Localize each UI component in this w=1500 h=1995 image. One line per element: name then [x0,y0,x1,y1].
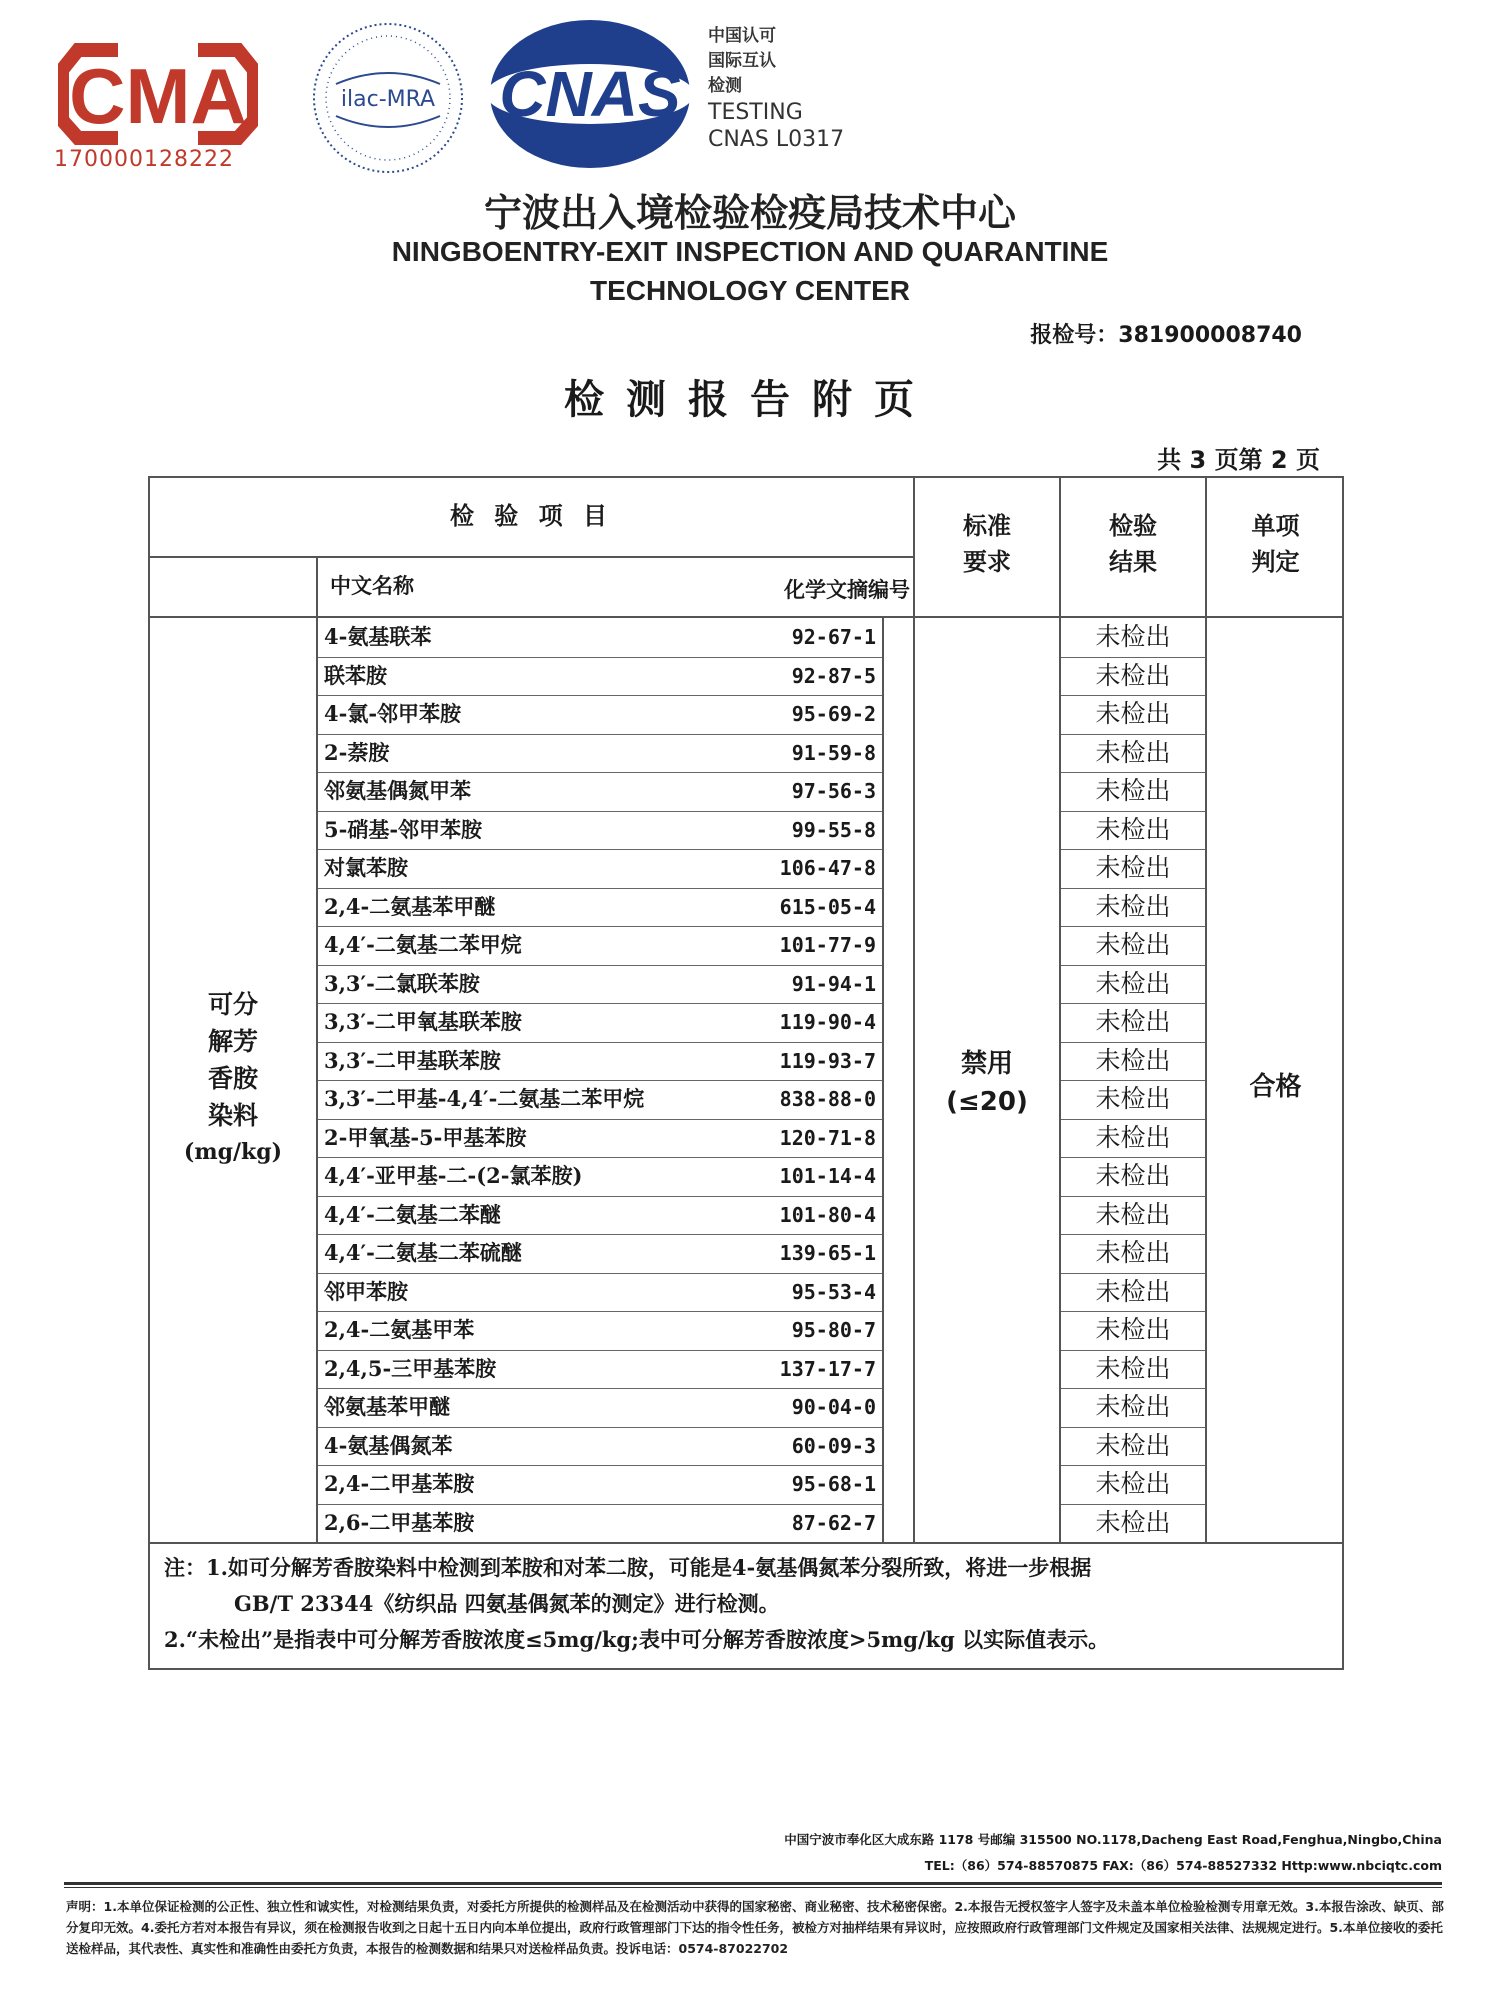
row-divider [318,888,882,889]
row-divider [1061,926,1205,927]
cnas-line-1: 中国认可 [708,26,776,46]
cas-number: 92-87-5 [791,663,876,688]
row-divider [1061,1388,1205,1389]
result-cell: 未检出 [1095,814,1171,844]
row-divider [318,734,882,735]
row-divider [1061,1504,1205,1505]
table-row [318,1427,882,1465]
cnas-line-2: 国际互认 [708,51,776,71]
category-l5: (mg/kg) [183,1139,283,1165]
table-row [318,1003,882,1041]
category-cell [150,986,316,1171]
row-divider [1061,965,1205,966]
header-cn-name: 中文名称 [330,574,414,598]
page-info: 共 3 页第 2 页 [1157,446,1320,474]
header-result-l2: 结果 [1109,548,1157,576]
table-row [318,1504,882,1542]
row-divider [1061,1042,1205,1043]
cas-number: 97-56-3 [791,779,876,803]
row-divider [1061,695,1205,696]
result-cell: 未检出 [1095,1430,1171,1460]
row-divider [318,1388,882,1389]
chemical-name: 2,4-二氨基苯甲醚 [324,893,496,919]
cas-number: 101-80-4 [779,1202,876,1227]
table-row [318,734,882,772]
cas-number: 92-67-1 [791,625,876,649]
result-cell: 未检出 [1095,1007,1171,1036]
header-verdict [1207,508,1344,580]
row-divider [318,1234,882,1235]
row-divider [318,1465,882,1466]
result-cell: 未检出 [1095,660,1171,690]
chemical-name: 邻氨基苯甲醚 [324,1394,450,1419]
row-divider [318,772,882,773]
cnas-line-4: TESTING [708,100,803,125]
result-cell: 未检出 [1095,776,1171,805]
row-divider [318,965,882,966]
table-row [318,1273,882,1311]
row-divider [1061,1311,1205,1312]
cas-number: 87-62-7 [791,1510,876,1535]
table-divider [150,556,913,558]
table-row [318,926,882,964]
chemical-name: 3,3′-二甲氧基联苯胺 [324,1009,522,1034]
cas-number: 91-59-8 [791,740,876,765]
org-name-en-line1: NINGBOENTRY-EXIT INSPECTION AND QUARANTINE [391,236,1109,267]
org-name-en-line2: TECHNOLOGY CENTER [590,275,910,306]
row-divider [1061,1119,1205,1120]
cas-number: 60-09-3 [791,1433,876,1458]
chemical-name: 对氯苯胺 [324,855,408,880]
cas-number: 91-94-1 [791,971,876,996]
table-row [318,695,882,733]
chemical-name: 5-硝基-邻甲苯胺 [324,816,483,842]
row-divider [1061,1234,1205,1235]
row-divider [318,1504,882,1505]
ilac-logo-text: ilac-MRA [340,87,436,112]
row-divider [1061,1350,1205,1351]
category-l1: 可分 [207,990,258,1019]
table-row [318,849,882,887]
cas-number: 137-17-7 [779,1356,876,1381]
header-verdict-l1: 单项 [1251,512,1300,540]
footer-declaration: 声明：1.本单位保证检测的公正性、独立性和诚实性，对检测结果负责，对委托方所提供的检测样品及在检测活动中获得的国家秘密、商业秘密、技术秘密保密。2.本报告无授权签字人签字及未盖本单位检验检测专用章无效。3.本报告涂改、缺页、部分复印无效。4.委托方若对本报告有异议，须在检测报告收到之日起十五日内向本单位提出，政府行政管理部门下达的指令性任务，被检方对抽样结果有异议时，应按照政府行政管理部门文件规定及国家相关法律、法规规定进行。5.本单位接收的委托送检样品，其代表性、真实性和准确性由委托方负责，本报告的检测数据和结果只对送检样品负责。投诉电话：0574-87022702 [66,1899,1444,1956]
row-divider [1061,1157,1205,1158]
chemical-name: 4,4′-亚甲基-二-(2-氯苯胺) [324,1163,583,1188]
row-divider [318,695,882,696]
table-row [318,1157,882,1195]
result-cell: 未检出 [1095,930,1171,959]
table-row [318,1196,882,1234]
chemical-name: 2-萘胺 [324,739,390,765]
chemical-name: 2,4-二甲基苯胺 [324,1471,475,1496]
page-title: 检测报告附页 [564,377,936,423]
table-divider [913,478,915,1544]
cma-logo-text: CMA [69,52,247,140]
report-number-label: 报检号： [1030,323,1119,348]
cnas-logo-text: CNAS [499,58,681,130]
header-result-l1: 检验 [1109,512,1157,540]
header-standard-l1: 标准 [963,512,1011,540]
row-divider [1061,772,1205,773]
result-cell: 未检出 [1095,1084,1171,1113]
row-divider [1061,849,1205,850]
header-result [1061,508,1205,580]
cnas-logo [484,14,696,174]
chemical-name: 3,3′-二甲基联苯胺 [324,1047,501,1073]
result-cell: 未检出 [1095,1276,1171,1306]
footer-divider [64,1882,1442,1885]
row-divider [318,1311,882,1312]
row-divider [318,926,882,927]
footer-contact: TEL:（86）574-88570875 FAX:（86）574-88527332 Http:www.nbciqtc.com [924,1858,1442,1873]
header-verdict-l2: 判定 [1251,548,1300,576]
header-cas: 化学文摘编号 [784,578,910,602]
cas-number: 101-14-4 [779,1164,876,1188]
result-cell: 未检出 [1095,1199,1171,1229]
row-divider [1061,811,1205,812]
chemical-name: 4-氨基联苯 [324,624,432,649]
table-row [318,1465,882,1503]
standard-cell [915,1045,1059,1121]
ilac-mra-logo [308,18,468,178]
result-cell: 未检出 [1095,737,1171,767]
row-divider [318,1350,882,1351]
cas-number: 106-47-8 [779,856,876,880]
chemical-name: 3,3′-二氯联苯胺 [324,970,480,996]
org-name-cn: 宁波出入境检验检疫局技术中心 [483,191,1016,235]
result-cell: 未检出 [1095,622,1171,651]
chemical-name: 4-氯-邻甲苯胺 [324,701,462,726]
chemical-name: 邻氨基偶氮甲苯 [324,778,471,803]
row-divider [1061,657,1205,658]
table-row [318,1311,882,1349]
cas-number: 119-90-4 [779,1010,876,1034]
row-divider [318,1080,882,1081]
cas-number: 139-65-1 [779,1241,876,1265]
row-divider [1061,1427,1205,1428]
table-row [318,1350,882,1388]
chemical-name: 2,6-二甲基苯胺 [324,1509,475,1535]
row-divider [1061,1465,1205,1466]
table-row [318,1234,882,1272]
chemical-name: 联苯胺 [324,662,387,688]
result-cell: 未检出 [1095,853,1171,882]
cas-number: 95-80-7 [791,1318,876,1342]
cas-number: 119-93-7 [779,1048,876,1073]
footer-address: 中国宁波市奉化区大成东路 1178 号邮编 315500 NO.1178,Dacheng East Road,Fenghua,Ningbo,China [784,1832,1442,1847]
chemical-name: 2-甲氧基-5-甲基苯胺 [324,1124,527,1150]
table-row [318,1388,882,1426]
cnas-line-5: CNAS L0317 [708,127,845,152]
cma-number: 170000128222 [54,147,234,172]
row-divider [1061,888,1205,889]
row-divider [318,849,882,850]
header-standard [915,508,1059,580]
chemical-name: 4,4′-二氨基二苯醚 [324,1201,501,1227]
chemical-name: 邻甲苯胺 [324,1278,408,1304]
table-row [318,618,882,656]
chemical-name: 4-氨基偶氮苯 [324,1432,453,1458]
table-row [318,1119,882,1157]
chemical-name: 4,4′-二氨基二苯硫醚 [324,1240,522,1265]
test-results-table [148,476,1344,1670]
header-item: 检 验 项 目 [449,502,614,530]
cas-number: 95-68-1 [791,1472,876,1496]
row-divider [318,1157,882,1158]
verdict-cell: 合格 [1249,1072,1302,1102]
table-row [318,965,882,1003]
cas-number: 95-69-2 [791,702,876,726]
result-cell: 未检出 [1095,1392,1171,1421]
table-row [318,888,882,926]
cas-number: 90-04-0 [791,1395,876,1419]
category-l2: 解芳 [207,1027,258,1056]
table-row [318,772,882,810]
row-divider [318,1427,882,1428]
row-divider [318,1273,882,1274]
result-cell: 未检出 [1095,1315,1171,1344]
cas-number: 838-88-0 [779,1087,876,1111]
result-cell: 未检出 [1095,968,1171,998]
category-l4: 染料 [207,1101,258,1130]
row-divider [318,1119,882,1120]
table-row [318,657,882,695]
table-divider [1205,478,1207,1544]
row-divider [1061,1080,1205,1081]
result-cell: 未检出 [1095,1469,1171,1498]
row-divider [1061,1273,1205,1274]
cas-number: 95-53-4 [791,1279,876,1304]
table-row [318,1080,882,1118]
category-l3: 香胺 [207,1064,258,1093]
cnas-accreditation-text [708,24,844,153]
cas-number: 120-71-8 [779,1125,876,1150]
table-row [318,811,882,849]
result-cell: 未检出 [1095,891,1171,921]
report-number [1030,318,1302,349]
result-cell: 未检出 [1095,699,1171,728]
cas-number: 99-55-8 [791,817,876,842]
result-cell: 未检出 [1095,1161,1171,1190]
row-divider [318,811,882,812]
chemical-name: 4,4′-二氨基二苯甲烷 [324,932,522,957]
standard-l2: (≤20) [946,1087,1028,1117]
standard-l1: 禁用 [960,1049,1013,1079]
result-cell: 未检出 [1095,1507,1171,1537]
row-divider [318,1042,882,1043]
row-divider [1061,1003,1205,1004]
row-divider [318,657,882,658]
table-row [318,1042,882,1080]
table-divider [882,618,884,1544]
result-cell: 未检出 [1095,1122,1171,1152]
row-divider [1061,734,1205,735]
note-line-1: 注：1.如可分解芳香胺染料中检测到苯胺和对苯二胺，可能是4-氨基偶氮苯分裂所致，将进一步根据 [164,1555,1092,1580]
row-divider [1061,1196,1205,1197]
note-line-2: GB/T 23344《纺织品 四氨基偶氮苯的测定》进行检测。 [234,1591,780,1616]
table-divider [150,1542,1344,1544]
note-line-3: 2.“未检出”是指表中可分解芳香胺浓度≤5mg/kg;表中可分解芳香胺浓度>5mg/kg 以实际值表示。 [164,1627,1110,1652]
cas-number: 615-05-4 [779,894,876,919]
header-standard-l2: 要求 [963,548,1011,576]
footer-divider [64,1887,1442,1888]
cnas-line-3: 检测 [708,76,742,96]
chemical-name: 2,4,5-三甲基苯胺 [324,1355,497,1381]
result-cell: 未检出 [1095,1238,1171,1267]
chemical-name: 2,4-二氨基甲苯 [324,1317,475,1342]
row-divider [318,1003,882,1004]
result-cell: 未检出 [1095,1353,1171,1383]
cas-number: 101-77-9 [779,933,876,957]
result-cell: 未检出 [1095,1045,1171,1075]
report-number-value: 381900008740 [1118,323,1302,348]
chemical-name: 3,3′-二甲基-4,4′-二氨基二苯甲烷 [324,1086,645,1111]
row-divider [318,1196,882,1197]
